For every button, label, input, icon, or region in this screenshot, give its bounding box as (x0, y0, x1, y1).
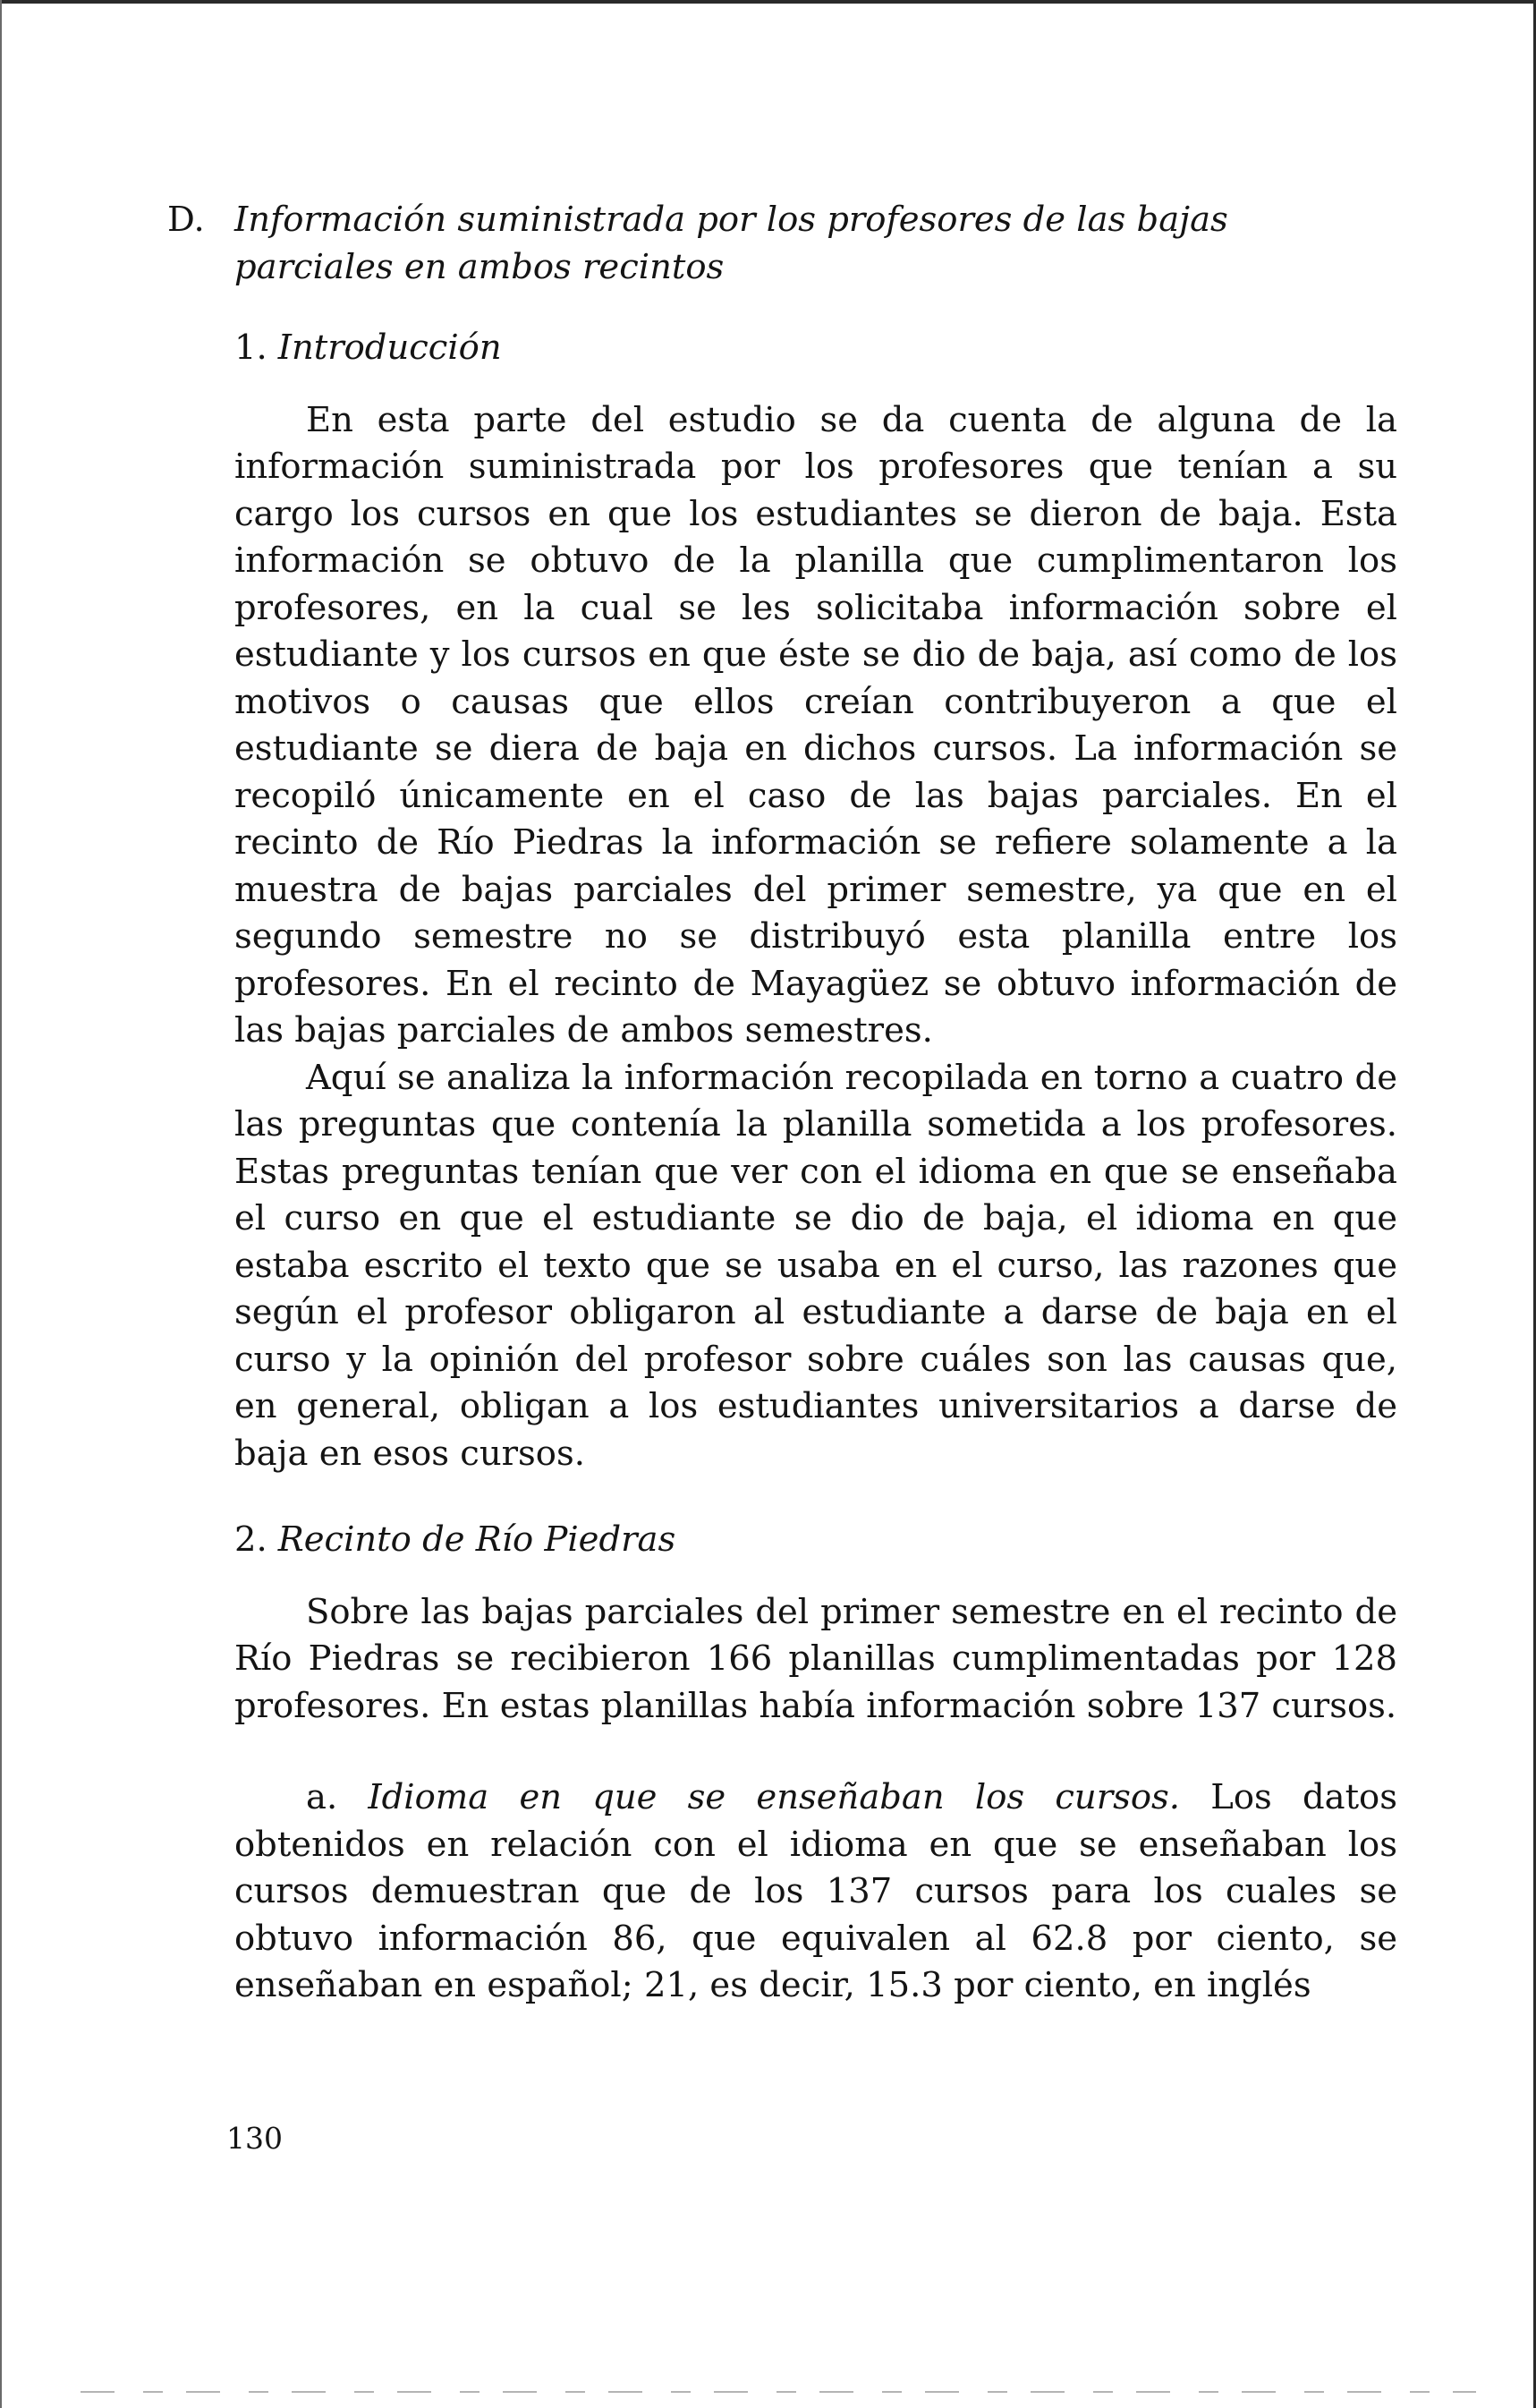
page-number: 130 (226, 2121, 283, 2156)
section-1-title: Introducción (277, 328, 502, 368)
section-2-heading (234, 1517, 1397, 1564)
intro-paragraph-2: Aquí se analiza la información recopilada en torno a cuatro de las preguntas que contenía la planilla sometida a los profesores. Estas preguntas tenían que ver con el idioma en que se enseñaba el curso en que el estudiante se dio de baja, el idioma en que estaba escrito el texto que se usaba en el curso, las razones que según el profesor obligaron al estudiante a darse de baja en el curso y la opinión del profesor sobre cuáles son las causas que, en general, obligan a los estudiantes universitarios a darse de baja en esos cursos. (234, 1057, 1397, 1474)
rio-piedras-paragraph: Sobre las bajas parciales del primer semestre en el recinto de Río Piedras se recibieron 166 planillas cumplimentadas por 128 profesores. En estas planillas había información sobre 137 cursos. (234, 1591, 1397, 1726)
subsection-a-paragraph (234, 1774, 1397, 2010)
scan-left-border (0, 0, 2, 2408)
subsection-a-letter: a. (306, 1777, 338, 1817)
scan-top-border (0, 0, 1536, 4)
section-d-heading (167, 197, 1397, 291)
section-2-title: Recinto de Río Piedras (277, 1519, 676, 1560)
scan-bottom-artifact (81, 2391, 1476, 2393)
section-d-title: Información suministrada por los profesores de las bajas parciales en ambos recintos (234, 200, 1228, 287)
section-2-number: 2. (234, 1519, 267, 1560)
body-text (167, 197, 1397, 2010)
section-1-heading (234, 325, 1397, 372)
intro-paragraph-1: En esta parte del estudio se da cuenta de alguna de la información suministrada por los profesores que tenían a su cargo los cursos en que los estudiantes se dieron de baja. Esta información se obtuvo de la planilla que cumplimentaron los profesores, en la cual se les solicitaba información sobre el estudiante y los cursos en que éste se dio de baja, así como de los motivos o causas que ellos creían contribuyeron a que el estudiante se diera de baja en dichos cursos. La información se recopiló únicamente en el caso de las bajas parciales. En el recinto de Río Piedras la información se refiere solamente a la muestra de bajas parciales del primer semestre, ya que en el segundo semestre no se distribuyó esta planilla entre los profesores. En el recinto de Mayagüez se obtuvo información de las bajas parciales de ambos semestres. (234, 399, 1397, 1051)
section-1-number: 1. (234, 328, 267, 368)
section-d-letter: D. (167, 200, 205, 240)
subsection-a-title: Idioma en que se enseñaban los cursos. (368, 1777, 1181, 1817)
subsection-a-text: Los datos obtenidos en relación con el idioma en que se enseñaban los cursos demuestran que de los 137 cursos para los cuales se obtuvo información 86, que equivalen al 62.8 por ciento, se enseñaban en español; 21, es decir, 15.3 por ciento, en inglés (234, 1777, 1397, 2005)
